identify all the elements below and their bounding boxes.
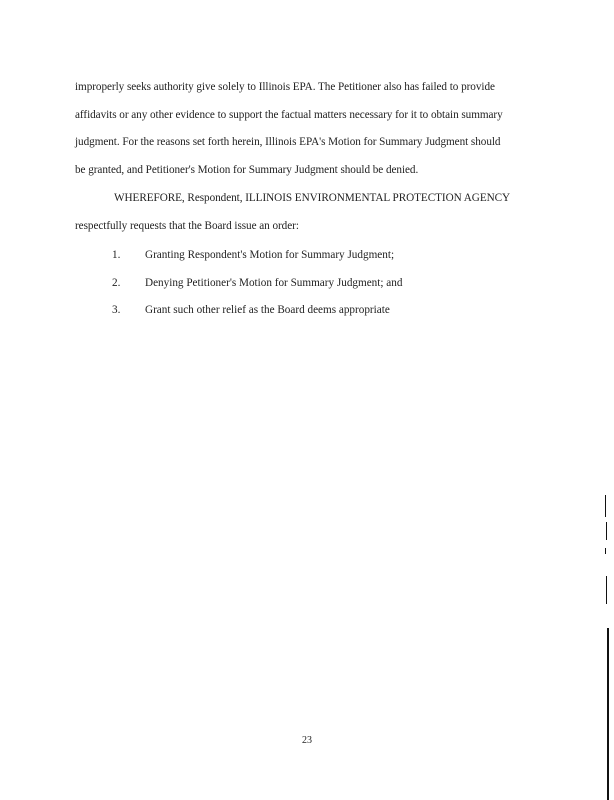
scan-edge-mark [605,548,606,554]
relief-item-number: 1. [112,249,121,261]
scan-edge-mark [605,495,606,517]
scan-edge-mark [606,522,607,540]
request-line: respectfully requests that the Board issue an order: [75,220,299,232]
body-text-line: improperly seeks authority give solely to Illinois EPA. The Petitioner also has failed to provide [75,81,495,93]
body-text-line: affidavits or any other evidence to support the factual matters necessary for it to obtain summary [75,109,503,121]
body-text-line: judgment. For the reasons set forth herein, Illinois EPA's Motion for Summary Judgment should [75,136,501,148]
scan-edge-mark [607,628,609,800]
relief-item-text: Granting Respondent's Motion for Summary Judgment; [145,249,395,261]
relief-item-text: Denying Petitioner's Motion for Summary Judgment; and [145,277,403,289]
body-text-line: be granted, and Petitioner's Motion for Summary Judgment should be denied. [75,164,419,176]
page-number: 23 [302,735,312,746]
scan-edge-mark [606,576,607,604]
relief-item-number: 2. [112,277,121,289]
relief-item-number: 3. [112,304,121,316]
relief-item-text: Grant such other relief as the Board deems appropriate [145,304,390,316]
wherefore-line: WHEREFORE, Respondent, ILLINOIS ENVIRONMENTAL PROTECTION AGENCY [114,192,511,204]
